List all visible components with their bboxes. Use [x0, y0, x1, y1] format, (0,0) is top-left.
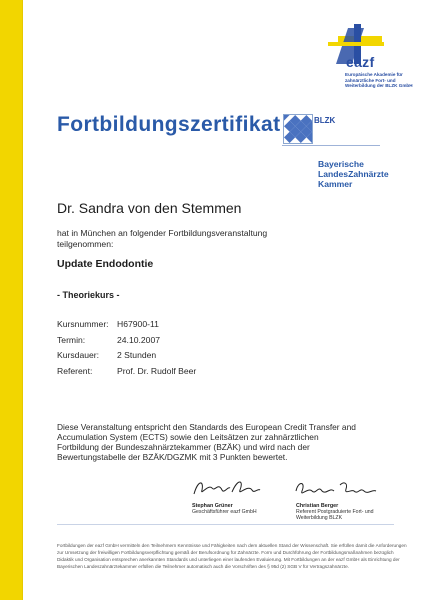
- signatory-name: Christian Berger: [296, 503, 339, 509]
- footer-note: Fortbildungen der eazf GmbH vermitteln den Teilnehmern Kenntnisse und Fähigkeiten nach dem aktuellen Stand der Wissenschaft. Sie erfüllen damit die Anforderungen zur Umsetzung der freiwilligen Fortbildungsverpflichtung gemäß der Berufsordnung für Zahnärzte. Form und Durchführung der Fortbildungsmaßnahmen bezüglich Didaktik und Organisation entsprechen anerkannten Standards und unterliegen einer laufenden Evaluierung. Mit Fortbildungen an der eazf GmbH als Einrichtung der Bayerischen Landeszahnärztekammer erfüllen die Teilnehmer automatisch auch die Vorschriften des § 95d (2) SGB V für Vertragszahnärzte.: [57, 543, 407, 569]
- blzk-tag: BLZK: [314, 116, 336, 125]
- blzk-name-line: Bayerische: [318, 159, 364, 169]
- detail-label: Termin:: [57, 334, 86, 345]
- footer-divider: [57, 524, 394, 525]
- blzk-name: [318, 159, 389, 189]
- blzk-name-line: LandesZahnärzte: [318, 169, 389, 179]
- band-edge: [22, 0, 23, 600]
- blzk-name-line: Kammer: [318, 179, 353, 189]
- eazf-wordmark: eazf: [346, 54, 375, 70]
- signature-berger: [292, 477, 378, 501]
- course-title: Update Endodontie: [57, 258, 154, 270]
- signatory-role: Referent Postgraduierte Fort- und Weiterbildung BLZK: [296, 509, 374, 522]
- detail-value: 2 Stunden: [117, 350, 157, 361]
- signatory-name: Stephan Grüner: [192, 503, 233, 509]
- course-subtitle: - Theoriekurs -: [57, 290, 120, 300]
- ects-statement: Diese Veranstaltung entspricht den Standards des European Credit Transfer and Accumulation System (ECTS) sowie den Leitsätzen zur zahnärztlichen Fortbildung der Bundeszahnärztekammer (BZÄK) und wird nach der Bewertungstabelle der BZÄK/DGZMK mit 3 Punkten bewertet.: [57, 422, 356, 462]
- blzk-divider: [282, 145, 380, 146]
- signature-gruener: [190, 476, 262, 500]
- detail-label: Kursnummer:: [57, 319, 109, 329]
- recipient-name: Dr. Sandra von den Stemmen: [57, 200, 242, 216]
- detail-value: H67900-11: [117, 319, 159, 329]
- eazf-subtitle: Europäische Akademie für zahnärztliche Fort- und Weiterbildung der BLZK GmbH: [345, 72, 413, 89]
- intro-text: hat in München an folgender Fortbildungsveranstaltung teilgenommen:: [57, 228, 268, 249]
- detail-value: 24.10.2007: [117, 334, 161, 345]
- certificate-title: Fortbildungszertifikat: [57, 113, 281, 136]
- signatory-role: Geschäftsführer eazf GmbH: [192, 509, 257, 515]
- left-yellow-band: [0, 0, 22, 600]
- detail-value: Prof. Dr. Rudolf Beer: [117, 365, 197, 376]
- detail-label: Referent:: [57, 365, 93, 376]
- detail-label: Kursdauer:: [57, 350, 100, 361]
- bavarian-rhombus-flag-icon: [283, 114, 313, 144]
